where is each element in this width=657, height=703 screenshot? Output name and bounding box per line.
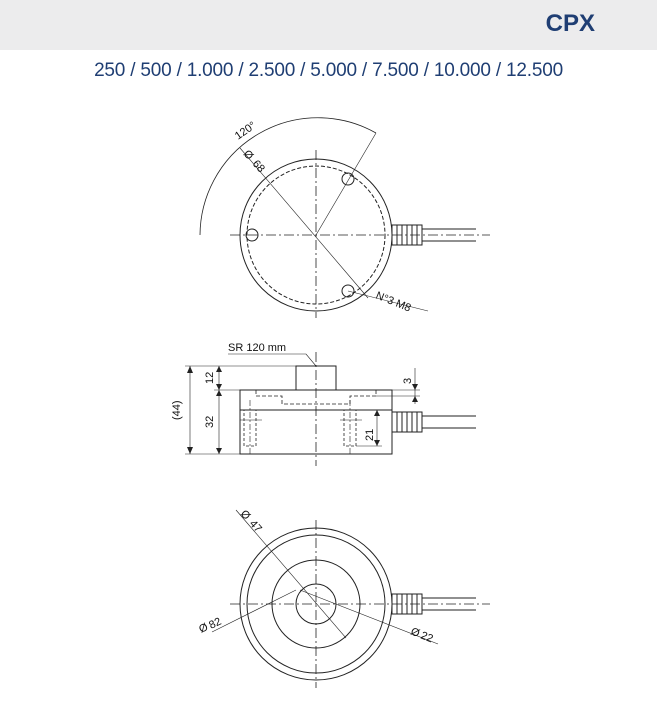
diameter-symbol: Ø <box>237 507 253 523</box>
angle-label: 120° <box>232 119 259 143</box>
side-cable <box>392 412 476 432</box>
bottom-view <box>212 507 490 688</box>
dome-height-label: 12 <box>204 371 216 384</box>
bottom-outer-diameter-label: 82 <box>207 615 224 632</box>
model-code: CPX <box>545 10 595 37</box>
thread-depth-label: 21 <box>364 428 376 441</box>
capacity-ranges: 250 / 500 / 1.000 / 2.500 / 5.000 / 7.500 / 10.000 / 12.500 <box>94 60 563 81</box>
body-height-label: 32 <box>204 415 216 428</box>
overall-height-label: (44) <box>171 400 183 420</box>
top-view <box>200 118 490 318</box>
bottom-center-diameter-label: 22 <box>418 629 435 646</box>
holes-label: N°3 M8 <box>373 289 413 315</box>
radius-leader <box>228 354 316 366</box>
diameter-symbol: Ø <box>240 147 256 163</box>
recess-label: 3 <box>402 377 414 384</box>
side-view <box>185 352 476 466</box>
diameter-symbol: Ø <box>408 625 422 640</box>
bottom-inner-diameter-label: 47 <box>246 517 264 536</box>
top-diameter-label: 68 <box>249 157 267 176</box>
radius-label: SR 120 mm <box>228 342 287 354</box>
diameter-symbol: Ø <box>197 621 211 636</box>
